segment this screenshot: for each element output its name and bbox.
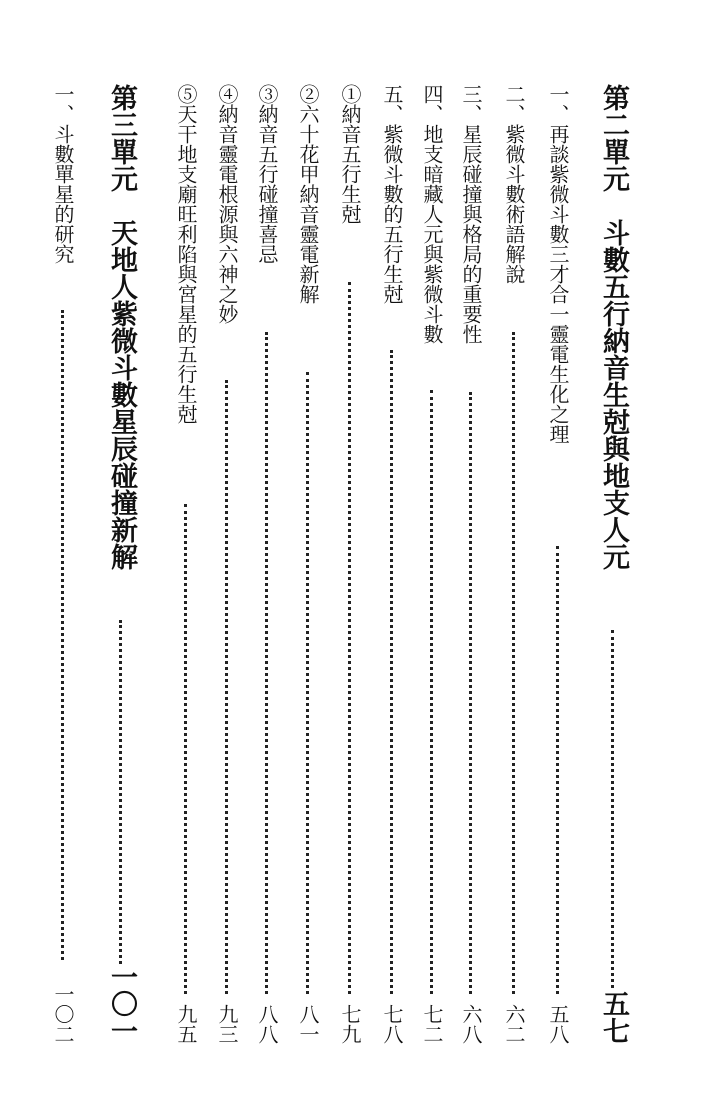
dot-leader [512, 332, 515, 994]
dot-leader [119, 620, 122, 964]
toc-title: ②六十花甲納音靈電新解 [296, 84, 320, 304]
toc-title: 一、斗數單星的研究 [51, 84, 75, 264]
toc-entry-2 [497, 84, 531, 1044]
toc-entry-8 [250, 84, 284, 1044]
toc-entry-12 [46, 84, 80, 1044]
toc-title: ③納音五行碰撞喜忌 [255, 84, 279, 264]
toc-title: ①納音五行生尅 [338, 84, 362, 224]
toc-page-number: 五八 [546, 1004, 570, 1044]
toc-entry-3 [454, 84, 488, 1044]
toc-page-number: 九三 [215, 1004, 239, 1044]
toc-title: ⑤天干地支廟旺利陷與宮星的五行生尅 [174, 84, 198, 424]
toc-title: 第二單元 斗數五行納音生尅與地支人元 [598, 84, 629, 570]
toc-title: 三、星辰碰撞與格局的重要性 [459, 84, 483, 344]
toc-entry-4 [415, 84, 449, 1044]
dot-leader [556, 546, 559, 994]
toc-unit-2 [596, 84, 630, 1044]
toc-page-number: 六八 [459, 1004, 483, 1044]
toc-entry-9 [210, 84, 244, 1044]
toc-page-number: 八八 [255, 1004, 279, 1044]
toc-page-number: 六二 [502, 1004, 526, 1044]
toc-title: 五、紫微斗數的五行生尅 [380, 84, 404, 304]
dot-leader [265, 332, 268, 994]
toc-title: 二、紫微斗數術語解說 [502, 84, 526, 284]
dot-leader [306, 372, 309, 994]
toc-entry-6 [333, 84, 367, 1044]
toc-page-number: 七九 [338, 1004, 362, 1044]
dot-leader [430, 390, 433, 994]
toc-title: 第三單元 天地人紫微斗數星辰碰撞新解 [106, 84, 137, 570]
toc-page-number: 五七 [598, 990, 629, 1044]
dot-leader [61, 310, 64, 960]
dot-leader [225, 380, 228, 994]
dot-leader [469, 392, 472, 994]
toc-page-number: 九五 [174, 1004, 198, 1044]
toc-unit-3 [104, 84, 138, 1044]
dot-leader [348, 282, 351, 994]
toc-title: 四、地支暗藏人元與紫微斗數 [420, 84, 444, 344]
toc-page-number: 七二 [420, 1004, 444, 1044]
toc-page-number: 一〇二 [51, 984, 75, 1044]
toc-page-number: 七八 [380, 1004, 404, 1044]
toc-title: 一、再談紫微斗數三才合一靈電生化之理 [546, 84, 570, 444]
dot-leader [390, 350, 393, 994]
toc-page-number: 八一 [296, 1004, 320, 1044]
dot-leader [184, 504, 187, 994]
toc-entry-1 [541, 84, 575, 1044]
toc-title: ④納音靈電根源與六神之妙 [215, 84, 239, 324]
toc-entry-5 [375, 84, 409, 1044]
toc-entry-10 [169, 84, 203, 1044]
toc-page-number: 一〇一 [106, 963, 137, 1044]
dot-leader [611, 630, 614, 988]
toc-entry-7 [291, 84, 325, 1044]
